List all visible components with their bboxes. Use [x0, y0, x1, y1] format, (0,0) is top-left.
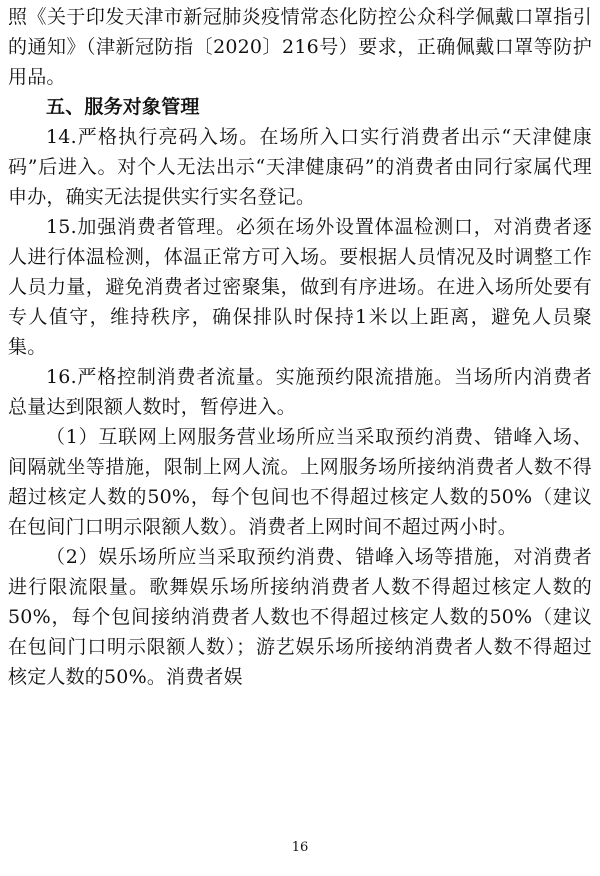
- body-text: [8, 2, 592, 692]
- paragraph-subitem-2: （2）娱乐场所应当采取预约消费、错峰入场等措施，对消费者进行限流限量。歌舞娱乐场所接纳消费者人数不得超过核定人数的50%，每个包间接纳消费者人数也不得超过核定人数的50%（建议在包间门口明示限额人数）；游艺娱乐场所接纳消费者人数不得超过核定人数的50%。消费者娱: [8, 546, 592, 688]
- section-heading: 五、服务对象管理: [46, 96, 200, 118]
- page-number: 16: [291, 840, 309, 855]
- paragraph-item-14: 14.严格执行亮码入场。在场所入口实行消费者出示“天津健康码”后进入。对个人无法出示“天津健康码”的消费者由同行家属代理申办，确实无法提供实行实名登记。: [8, 126, 592, 208]
- paragraph-continuation: 照《关于印发天津市新冠肺炎疫情常态化防控公众科学佩戴口罩指引的通知》（津新冠防指〔2020〕216号）要求，正确佩戴口罩等防护用品。: [8, 6, 592, 88]
- paragraph-item-15: 15.加强消费者管理。必须在场外设置体温检测口，对消费者逐人进行体温检测，体温正常方可入场。要根据人员情况及时调整工作人员力量，避免消费者过密聚集，做到有序进场。在进入场所处要有专人值守，维持秩序，确保排队时保持1米以上距离，避免人员聚集。: [8, 216, 592, 358]
- paragraph-item-16: 16.严格控制消费者流量。实施预约限流措施。当场所内消费者总量达到限额人数时，暂停进入。: [8, 366, 592, 418]
- paragraph-subitem-1: （1）互联网上网服务营业场所应当采取预约消费、错峰入场、间隔就坐等措施，限制上网人流。上网服务场所接纳消费者人数不得超过核定人数的50%，每个包间也不得超过核定人数的50%（建议在包间门口明示限额人数）。消费者上网时间不超过两小时。: [8, 426, 592, 538]
